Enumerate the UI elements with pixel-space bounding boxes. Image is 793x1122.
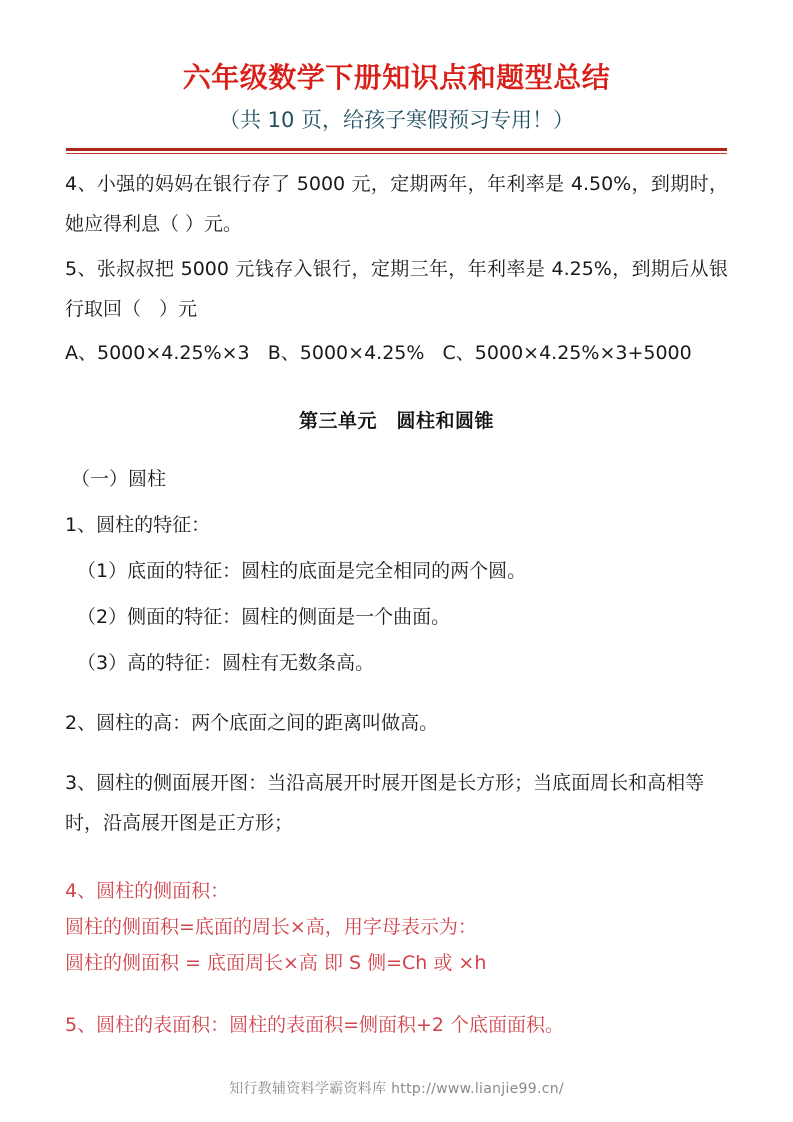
page-subtitle: （共 10 页，给孩子寒假预习专用！）: [218, 108, 575, 132]
list-item-2: 2、圆柱的高：两个底面之间的距离叫做高。: [65, 712, 439, 735]
feature-item-3: （3）高的特征：圆柱有无数条高。: [77, 652, 375, 675]
answer-choices: A、5000×4.25%×3 B、5000×4.25% C、5000×4.25%×3+5000: [65, 342, 692, 365]
page-title: 六年级数学下册知识点和题型总结: [182, 61, 611, 94]
list-item-4-formula-text: 圆柱的侧面积=底面的周长×高，用字母表示为：: [65, 916, 477, 939]
list-item-5: 5、圆柱的表面积：圆柱的表面积=侧面积+2 个底面面积。: [65, 1014, 565, 1037]
feature-item-2: （2）侧面的特征：圆柱的侧面是一个曲面。: [77, 606, 451, 629]
document-body: [40, 154, 753, 1043]
list-item-4-title: 4、圆柱的侧面积：: [65, 880, 230, 903]
list-item-4-formula-symbols: 圆柱的侧面积 = 底面周长×高 即 S 侧=Ch 或 ×h: [65, 952, 487, 975]
list-item-3: 3、圆柱的侧面展开图：当沿高展开时展开图是长方形；当底面周长和高相等时，沿高展开图是正方形；: [65, 772, 705, 835]
question-item-4: 4、小强的妈妈在银行存了 5000 元，定期两年，年利率是 4.50%，到期时，她应得利息（ ）元。: [65, 173, 728, 236]
unit-heading: 第三单元 圆柱和圆锥: [298, 410, 494, 433]
feature-item-1: （1）底面的特征：圆柱的底面是完全相同的两个圆。: [77, 560, 527, 583]
footer-watermark: 知行教辅资料学霸资料库 http://www.lianjie99.cn/: [229, 1081, 564, 1097]
section-heading-cylinder: （一）圆柱: [71, 468, 167, 491]
list-item-1: 1、圆柱的特征：: [65, 514, 211, 537]
question-item-5: 5、张叔叔把 5000 元钱存入银行，定期三年，年利率是 4.25%，到期后从银行取回（ ）元: [65, 258, 728, 321]
